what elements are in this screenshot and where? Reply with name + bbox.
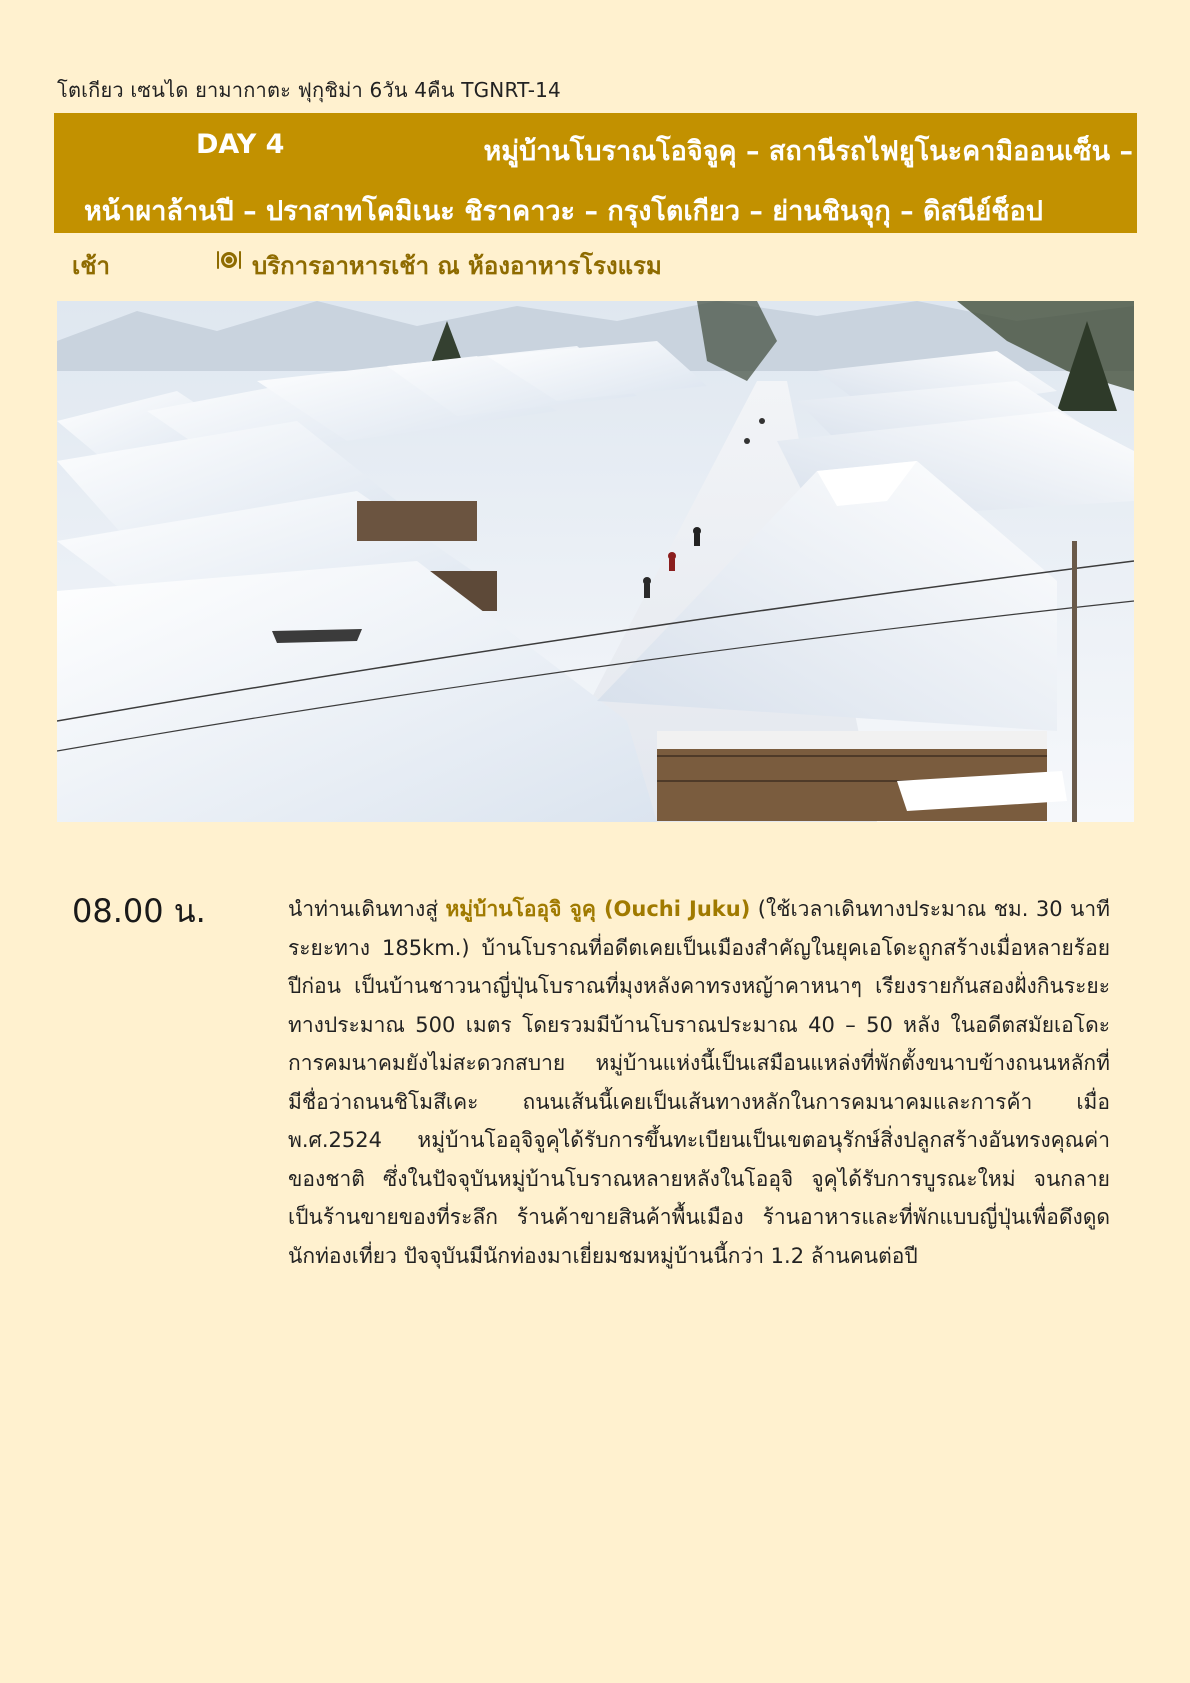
meal-text: บริการอาหารเช้า ณ ห้องอาหารโรงแรม [252,252,662,280]
schedule-description [288,890,1110,1275]
route-line-1: หมู่บ้านโบราณโอจิจูคุ – สถานีรถไฟยูโนะคามิออนเซ็น – [483,136,1133,167]
snow-village-photo [57,301,1134,822]
schedule-time: 08.00 น. [72,892,206,930]
plate-cutlery-icon [216,249,242,271]
tour-title: โตเกียว เซนได ยามากาตะ ฟุกุชิม่า 6วัน 4คืน TGNRT-14 [57,78,561,102]
description-body: (ใช้เวลาเดินทางประมาณ ชม. 30 นาที ระยะทาง 185km.) บ้านโบราณที่อดีตเคยเป็นเมืองสำคัญในยุคเอโดะถูกสร้างเมื่อหลายร้อยปีก่อน เป็นบ้านชาวนาญี่ปุ่นโบราณที่มุงหลังคาทรงหญ้าคาหนาๆ เรียงรายกันสองฝั่งกินระยะทางประมาณ 500 เมตร โดยรวมมีบ้านโบราณประมาณ 40 – 50 หลัง ในอดีตสมัยเอโดะ การคมนาคมยังไม่สะดวกสบาย หมู่บ้านแห่งนี้เป็นเสมือนแหล่งที่พักตั้งขนาบข้างถนนหลักที่มีชื่อว่าถนนชิโมสึเคะ ถนนเส้นนี้เคยเป็นเส้นทางหลักในการคมนาคมและการค้า เมื่อ พ.ศ.2524 หมู่บ้านโออุจิจูคุได้รับการขึ้นทะเบียนเป็นเขตอนุรักษ์สิ่งปลูกสร้างอันทรงคุณค่าของชาติ ซึ่งในปัจจุบันหมู่บ้านโบราณหลายหลังในโออุจิ จูคุได้รับการบูรณะใหม่ จนกลายเป็นร้านขายของที่ระลึก ร้านค้าขายสินค้าพื้นเมือง ร้านอาหารและที่พักแบบญี่ปุ่นเพื่อดึงดูดนักท่องเที่ยว ปัจจุบันมีนักท่องมาเยี่ยมชมหมู่บ้านนี้กว่า 1.2 ล้านคนต่อปี [288,897,1110,1268]
route-line-2: หน้าผาล้านปี – ปราสาทโคมิเนะ ชิราคาวะ – กรุงโตเกียว – ย่านชินจุกุ – ดิสนีย์ช็อป [84,196,1043,227]
place-name: หมู่บ้านโออุจิ จูคุ (Ouchi Juku) [445,897,751,921]
day-label: DAY 4 [196,129,285,160]
day-banner [54,113,1137,233]
day-banner-line-1 [54,125,1137,169]
meal-row [72,246,1132,282]
description-intro: นำท่านเดินทางสู่ [288,897,446,921]
meal-time: เช้า [72,252,110,280]
